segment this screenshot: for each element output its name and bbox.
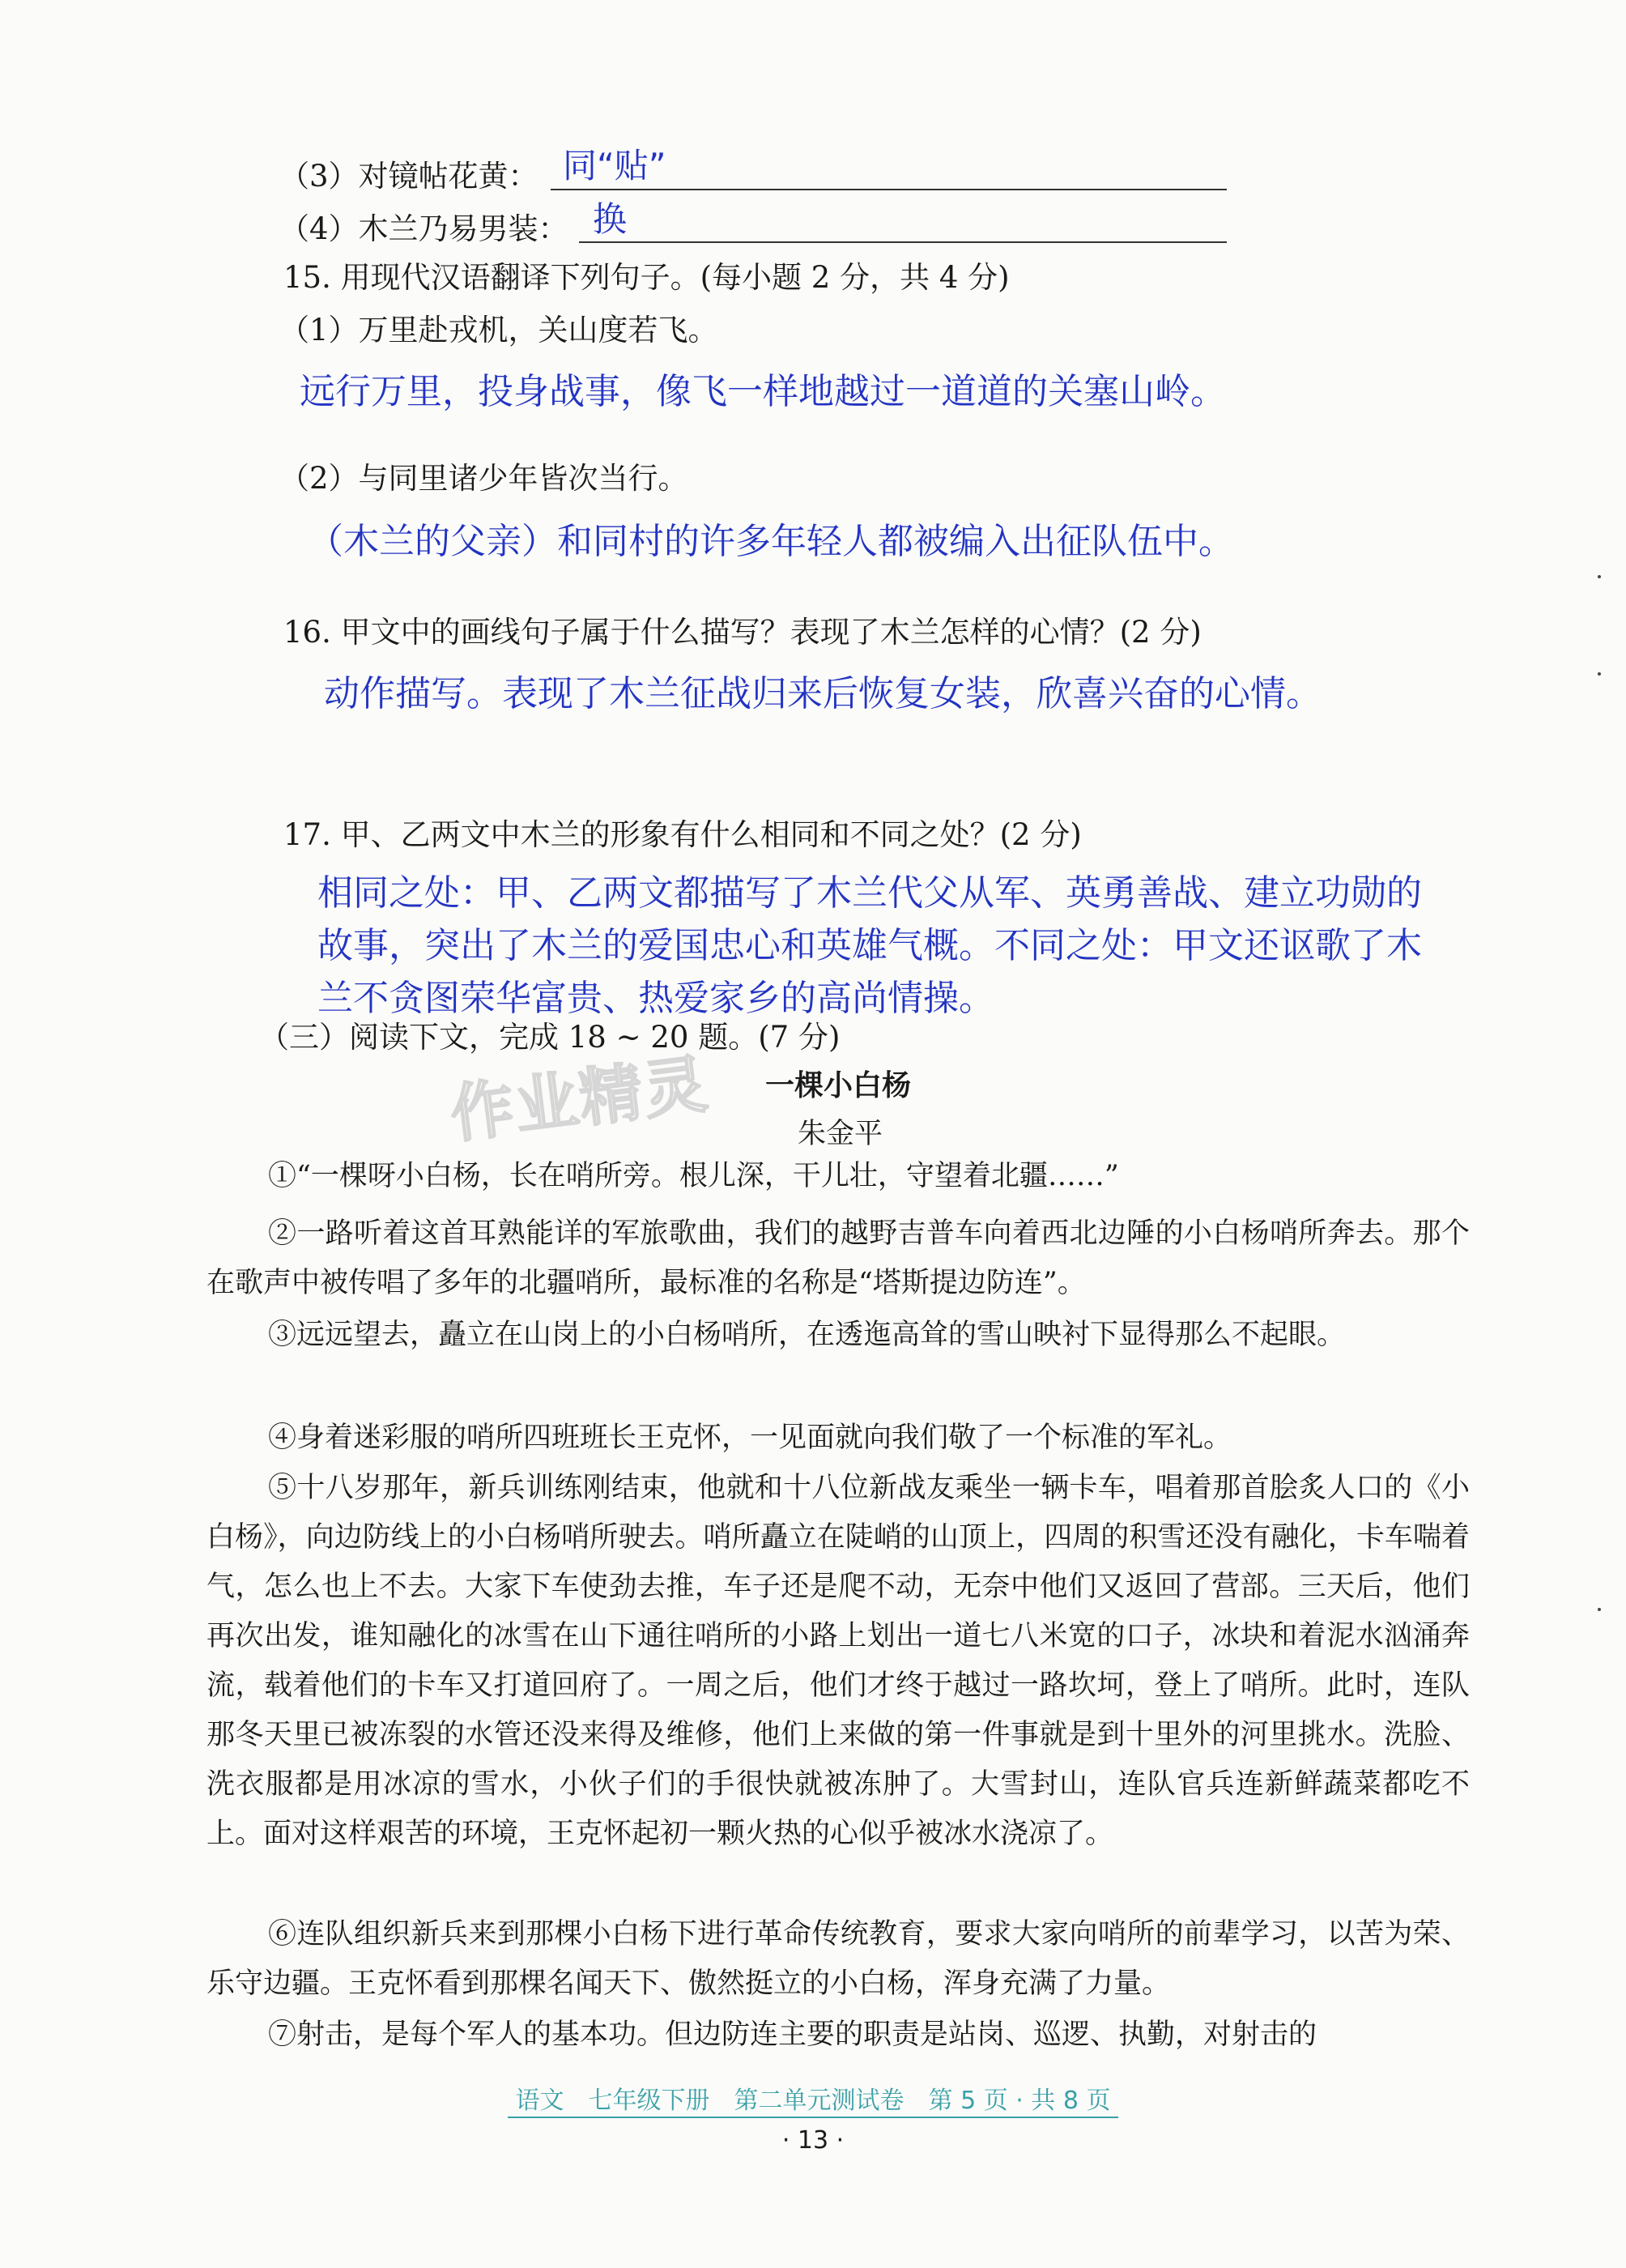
q15-sentence-1: （1）万里赴戎机，关山度若飞。 <box>279 313 718 347</box>
article-paragraph-2: ②一路听着这首耳熟能详的军旅歌曲，我们的越野吉普车向着西北边陲的小白杨哨所奔去。那个在歌声中被传唱了多年的北疆哨所，最标准的名称是“塔斯提边防连”。 <box>206 1217 1470 1299</box>
margin-dot <box>1598 1608 1601 1611</box>
article-paragraph-4: ④身着迷彩服的哨所四班班长王克怀，一见面就向我们敬了一个标准的军礼。 <box>268 1422 1232 1454</box>
q16-stem: 16. 甲文中的画线句子属于什么描写？表现了木兰怎样的心情？(2 分) <box>283 615 1202 650</box>
footer-line <box>0 2080 1626 2116</box>
margin-dot <box>1598 575 1601 578</box>
margin-dot <box>1598 672 1601 676</box>
q16-answer: 动作描写。表现了木兰征战归来后恢复女装，欣喜兴奋的心情。 <box>324 673 1322 714</box>
article-paragraph-3: ③远远望去，矗立在山岗上的小白杨哨所，在透迤高耸的雪山映衬下显得那么不起眼。 <box>268 1319 1346 1351</box>
article-paragraph-1: ①“一棵呀小白杨，长在哨所旁。根儿深，干儿壮，守望着北疆……” <box>268 1160 1119 1192</box>
watermark-logo: 作业精灵 <box>446 1047 713 1153</box>
q14-item4-label: （4）木兰乃易男装： <box>279 211 568 246</box>
q15-sentence-2: （2）与同里诸少年皆次当行。 <box>279 461 688 496</box>
section3-heading: （三）阅读下文，完成 18 ~ 20 题。(7 分) <box>259 1020 841 1055</box>
article-paragraph-6: ⑥连队组织新兵来到那棵小白杨下进行革命传统教育，要求大家向哨所的前辈学习，以苦为荣、乐守边疆。王克怀看到那棵名闻天下、傲然挺立的小白杨，浑身充满了力量。 <box>206 1918 1470 2000</box>
q17-answer-line-3: 兰不贪图荣华富贵、热爱家乡的高尚情操。 <box>317 978 994 1019</box>
article-paragraph-7: ⑦射击，是每个军人的基本功。但边防连主要的职责是站岗、巡逻、执勤，对射击的 <box>268 2019 1317 2051</box>
q15-answer-1: 远行万里，投身战事，像飞一样地越过一道道的关塞山岭。 <box>300 371 1226 412</box>
article-paragraph-5: ⑤十八岁那年，新兵训练刚结束，他就和十八位新战友乘坐一辆卡车，唱着那首脍炙人口的《小白杨》，向边防线上的小白杨哨所驶去。哨所矗立在陡峭的山顶上，四周的积雪还没有融化，卡车喘着气，怎么也上不去。大家下车使劲去推，车子还是爬不动，无奈中他们又返回了营部。三天后，他们再次出发，谁知融化的冰雪在山下通往哨所的小路上划出一道七八米宽的口子，冰块和着泥水汹涌奔流，载着他们的卡车又打道回府了。一周之后，他们才终于越过一路坎坷，登上了哨所。此时，连队那冬天里已被冻裂的水管还没来得及维修，他们上来做的第一件事就是到十里外的河里挑水。洗脸、洗衣服都是用冰凉的雪水，小伙子们的手很快就被冻肿了。大雪封山，连队官兵连新鲜蔬菜都吃不上。面对这样艰苦的环境，王克怀起初一颗火热的心似乎被冰水浇凉了。 <box>206 1472 1470 1850</box>
q15-stem: 15. 用现代汉语翻译下列句子。(每小题 2 分，共 4 分) <box>283 260 1010 295</box>
q14-item3-answer: 同“贴” <box>563 146 666 185</box>
q14-item3-underline <box>551 189 1227 190</box>
q14-item4-underline <box>579 241 1227 243</box>
footer-text: 语文 七年级下册 第二单元测试卷 第 5 页 · 共 8 页 <box>508 2087 1119 2118</box>
article-author: 朱金平 <box>798 1118 883 1150</box>
q14-item3-label: （3）对镜帖花黄： <box>279 159 538 194</box>
q14-item4-answer: 换 <box>593 199 628 239</box>
q17-answer-line-1: 相同之处：甲、乙两文都描写了木兰代父从军、英勇善战、建立功勋的 <box>317 872 1422 914</box>
page-number: · 13 · <box>781 2126 845 2155</box>
q17-stem: 17. 甲、乙两文中木兰的形象有什么相同和不同之处？(2 分) <box>283 817 1082 852</box>
article-title: 一棵小白杨 <box>765 1069 912 1102</box>
q15-answer-2: （木兰的父亲）和同村的许多年轻人都被编入出征队伍中。 <box>308 521 1234 562</box>
q17-answer-line-2: 故事，突出了木兰的爱国忠心和英雄气概。不同之处：甲文还讴歌了木 <box>317 925 1422 966</box>
